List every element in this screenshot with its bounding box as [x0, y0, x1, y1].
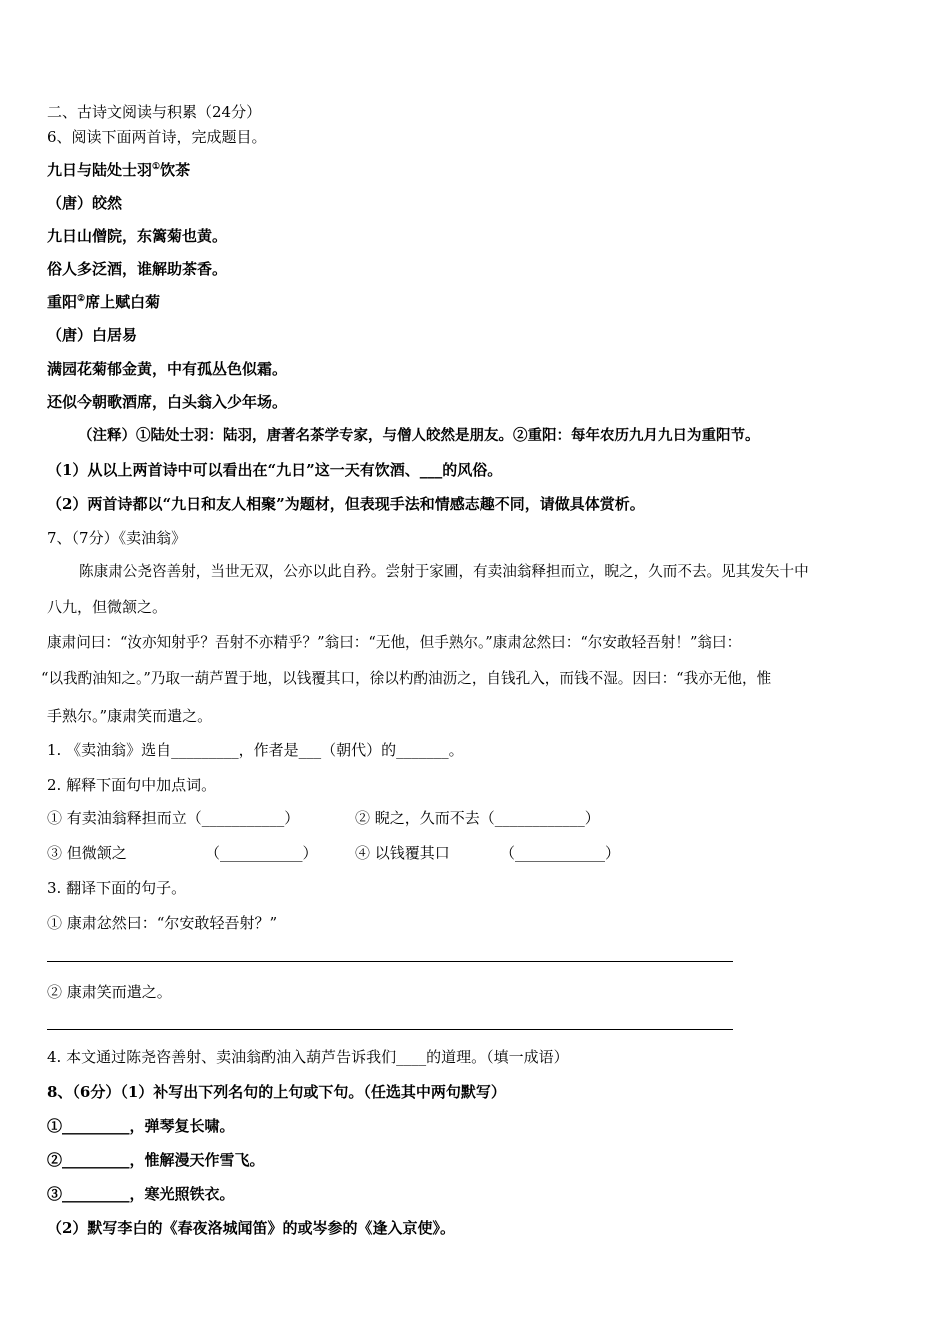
question-7-q2: 2. 解释下面句中加点词。: [47, 776, 217, 794]
poem2-line: 满园花菊郁金黄，中有孤丛色似霜。: [47, 360, 288, 378]
passage-line: “以我酌油知之。”乃取一葫芦置于地，以钱覆其口，徐以杓酌油沥之，自钱孔入，而钱不湿。因曰：“我亦无他，惟: [41, 670, 772, 687]
passage-line: 手熟尔。”康肃笑而遣之。: [47, 707, 213, 725]
footnote-mark: ①: [152, 162, 161, 172]
question-8-stem: 8、（6分）（1）补写出下列名句的上句或下句。（任选其中两句默写）: [47, 1083, 506, 1101]
question-7-stem: 7、（7分）《卖油翁》: [47, 529, 187, 547]
passage-line: 八九，但微颔之。: [47, 598, 168, 616]
answer-line: [47, 961, 733, 962]
question-8-sub2: （2）默写李白的《春夜洛城闻笛》的或岑参的《逢入京使》。: [47, 1219, 455, 1237]
question-7-q1: 1. 《卖油翁》选自_________，作者是___（朝代）的_______。: [47, 741, 464, 759]
answer-line: [47, 1029, 733, 1030]
poem2-line: 还似今朝歌酒席，白头翁入少年场。: [47, 393, 288, 411]
q8-item: ③_________，寒光照铁衣。: [47, 1185, 235, 1203]
q2-item: ③ 但微颔之: [47, 844, 127, 862]
poem1-line: 九日山僧院，东篱菊也黄。: [47, 227, 228, 245]
question-7-q4: 4. 本文通过陈尧咨善射、卖油翁酌油入葫芦告诉我们____的道理。（填一成语）: [47, 1048, 569, 1066]
section-title: 二、古诗文阅读与积累（24分）: [47, 103, 262, 121]
question-6-sub2: （2）两首诗都以“九日和友人相聚”为题材，但表现手法和情感志趣不同，请做具体赏析。: [47, 495, 645, 513]
q2-item-blank: （____________）: [500, 844, 621, 862]
q3-item: ② 康肃笑而遣之。: [47, 983, 172, 1001]
q2-item: ④ 以钱覆其口: [355, 844, 450, 862]
poem1-title: 九日与陆处士羽①饮茶: [47, 161, 191, 179]
poem1-line: 俗人多泛酒，谁解助茶香。: [47, 260, 228, 278]
question-7-q3: 3. 翻译下面的句子。: [47, 879, 187, 897]
question-6-sub1: （1）从以上两首诗中可以看出在“九日”这一天有饮酒、___的风俗。: [47, 461, 503, 479]
passage-line: 康肃问曰：“汝亦知射乎？吾射不亦精乎？”翁曰：“无他，但手熟尔。”康肃忿然曰：“尔安敢轻吾射！”翁曰：: [47, 634, 742, 651]
poem1-author: （唐）皎然: [47, 194, 123, 212]
q2-item: ① 有卖油翁释担而立（___________）: [47, 809, 300, 827]
q3-item: ① 康肃忿然曰：“尔安敢轻吾射？”: [47, 914, 278, 932]
question-6-stem: 6、阅读下面两首诗，完成题目。: [47, 128, 267, 146]
poem2-author: （唐）白居易: [47, 326, 138, 344]
passage-line: 陈康肃公尧咨善射，当世无双，公亦以此自矜。尝射于家圃，有卖油翁释担而立，睨之，久而不去。见其发矢十中: [79, 563, 809, 580]
poem2-title: 重阳②席上赋白菊: [47, 293, 161, 311]
footnote-mark: ②: [77, 294, 86, 304]
q2-item-blank: （___________）: [205, 844, 318, 862]
q8-item: ②_________，惟解漫天作雪飞。: [47, 1151, 265, 1169]
poem-annotation: （注释）①陆处士羽：陆羽，唐著名茶学专家，与僧人皎然是朋友。②重阳：每年农历九月九日为重阳节。: [78, 427, 760, 444]
q2-item: ② 睨之，久而不去（____________）: [355, 809, 600, 827]
q8-item: ①_________，弹琴复长啸。: [47, 1117, 235, 1135]
